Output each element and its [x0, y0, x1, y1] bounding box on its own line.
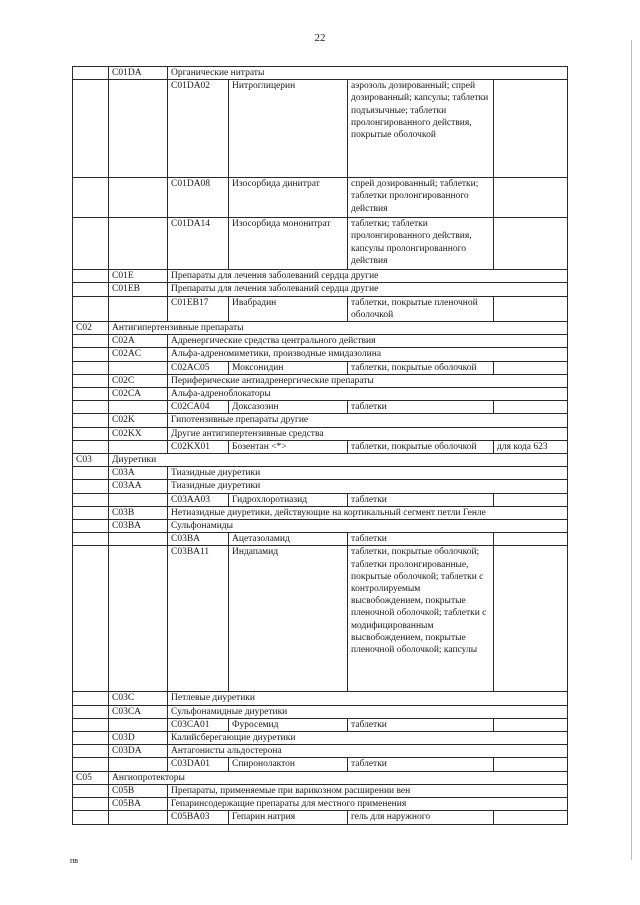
- atc-code: C02CA: [109, 388, 168, 401]
- atc-code: C03CA: [109, 705, 168, 718]
- atc-group-name: Органические нитраты: [168, 67, 568, 80]
- drug-name: Изосорбида динитрат: [229, 178, 348, 218]
- table-row: [73, 270, 568, 283]
- atc-group-name: Диуретики: [109, 454, 568, 467]
- drug-name: Нитроглицерин: [229, 80, 348, 178]
- empty-cell: [73, 414, 109, 427]
- table-row: [73, 692, 568, 705]
- margin-mark: пв: [70, 856, 79, 865]
- empty-cell: [109, 296, 168, 321]
- atc-code: C05BA: [109, 798, 168, 811]
- drug-name: Доксазозин: [229, 401, 348, 414]
- empty-cell: [73, 218, 109, 270]
- table-row: [73, 493, 568, 506]
- table-row: [73, 533, 568, 546]
- table-row: [73, 520, 568, 533]
- drug-name: Изосорбида мононитрат: [229, 218, 348, 270]
- atc-code: C03DA: [109, 745, 168, 758]
- note: [494, 218, 568, 270]
- atc-code: C02AC05: [168, 361, 229, 374]
- drug-name: Гидрохлоротиазид: [229, 493, 348, 506]
- dosage-form: таблетки: [348, 493, 494, 506]
- table-row: [73, 335, 568, 348]
- atc-code: C01DA14: [168, 218, 229, 270]
- dosage-form: гель для наружного: [348, 811, 494, 824]
- note: [494, 493, 568, 506]
- empty-cell: [73, 401, 109, 414]
- table-row: [73, 758, 568, 771]
- atc-group-name: Альфа-адреномиметики, производные имидазолина: [168, 348, 568, 361]
- table-row: [73, 732, 568, 745]
- atc-group-name: Петлевые диуретики: [168, 692, 568, 705]
- table-row: [73, 427, 568, 440]
- table-row: [73, 745, 568, 758]
- empty-cell: [73, 388, 109, 401]
- empty-cell: [109, 533, 168, 546]
- table-row: [73, 718, 568, 731]
- scan-edge-line: [631, 40, 632, 860]
- atc-code: C03AA: [109, 480, 168, 493]
- drug-name: Индапамид: [229, 546, 348, 692]
- empty-cell: [73, 533, 109, 546]
- table-row: [73, 374, 568, 387]
- note: [494, 178, 568, 218]
- table-row: [73, 80, 568, 178]
- page-number: 22: [314, 32, 326, 44]
- atc-drug-table: [72, 66, 568, 825]
- table-row: [73, 506, 568, 519]
- drug-name: Ивабрадин: [229, 296, 348, 321]
- atc-code: C03BA11: [168, 546, 229, 692]
- empty-cell: [73, 506, 109, 519]
- atc-code: C01DA08: [168, 178, 229, 218]
- table-row: [73, 401, 568, 414]
- atc-group-name: Препараты для лечения заболеваний сердца другие: [168, 270, 568, 283]
- empty-cell: [73, 67, 109, 80]
- table-row: [73, 454, 568, 467]
- atc-code: C03CA01: [168, 718, 229, 731]
- note: [494, 533, 568, 546]
- table-row: [73, 414, 568, 427]
- empty-cell: [73, 178, 109, 218]
- empty-cell: [73, 480, 109, 493]
- empty-cell: [73, 374, 109, 387]
- drug-name: Ацетазоламид: [229, 533, 348, 546]
- empty-cell: [109, 178, 168, 218]
- empty-cell: [73, 811, 109, 824]
- dosage-form: таблетки, покрытые оболочкой; таблетки пролонгированные, покрытые оболочкой; таблетки с контролируемым высвобождением, покрытые пленочной оболочкой; таблетки с модифицированным высвобождением, покрытые пленочной оболочкой; капсулы: [348, 546, 494, 692]
- dosage-form: таблетки: [348, 758, 494, 771]
- atc-code: C05BA03: [168, 811, 229, 824]
- empty-cell: [73, 546, 109, 692]
- atc-group-name: Другие антигипертензивные средства: [168, 427, 568, 440]
- empty-cell: [73, 798, 109, 811]
- empty-cell: [73, 348, 109, 361]
- empty-cell: [73, 718, 109, 731]
- atc-code: C01DA: [109, 67, 168, 80]
- atc-group-name: Сульфонамиды: [168, 520, 568, 533]
- table-row: [73, 798, 568, 811]
- table-row: [73, 348, 568, 361]
- table-row: [73, 218, 568, 270]
- atc-code: C02KX: [109, 427, 168, 440]
- atc-code: C01E: [109, 270, 168, 283]
- empty-cell: [73, 467, 109, 480]
- atc-code: C01DA02: [168, 80, 229, 178]
- note: [494, 296, 568, 321]
- empty-cell: [73, 758, 109, 771]
- atc-code: C02K: [109, 414, 168, 427]
- dosage-form: спрей дозированный; таблетки; таблетки пролонгированного действия: [348, 178, 494, 218]
- atc-group-name: Альфа-адреноблокаторы: [168, 388, 568, 401]
- atc-group-name: Адренергические средства центрального действия: [168, 335, 568, 348]
- dosage-form: таблетки, покрытые оболочкой: [348, 440, 494, 453]
- atc-group-name: Антагонисты альдостерона: [168, 745, 568, 758]
- table-row: [73, 322, 568, 335]
- dosage-form: таблетки: [348, 718, 494, 731]
- atc-code-level2: C05: [73, 771, 109, 784]
- table-row: [73, 784, 568, 797]
- dosage-form: таблетки; таблетки пролонгированного действия, капсулы пролонгированного действия: [348, 218, 494, 270]
- empty-cell: [73, 732, 109, 745]
- table-row: [73, 705, 568, 718]
- note: [494, 718, 568, 731]
- note: [494, 758, 568, 771]
- atc-group-name: Калийсберегающие диуретики: [168, 732, 568, 745]
- empty-cell: [109, 758, 168, 771]
- table-row: [73, 771, 568, 784]
- empty-cell: [73, 784, 109, 797]
- atc-code: C03D: [109, 732, 168, 745]
- dosage-form: таблетки, покрытые оболочкой: [348, 361, 494, 374]
- atc-code: C02AC: [109, 348, 168, 361]
- table-row: [73, 440, 568, 453]
- empty-cell: [109, 440, 168, 453]
- atc-code: C02KX01: [168, 440, 229, 453]
- table-row: [73, 296, 568, 321]
- empty-cell: [73, 427, 109, 440]
- empty-cell: [73, 80, 109, 178]
- table-row: [73, 546, 568, 692]
- note: [494, 80, 568, 178]
- empty-cell: [109, 218, 168, 270]
- drug-name: Спиронолактон: [229, 758, 348, 771]
- empty-cell: [73, 335, 109, 348]
- empty-cell: [109, 361, 168, 374]
- atc-code-level2: C02: [73, 322, 109, 335]
- atc-group-name: Тиазидные диуретики: [168, 480, 568, 493]
- atc-code: C02A: [109, 335, 168, 348]
- empty-cell: [109, 493, 168, 506]
- empty-cell: [73, 493, 109, 506]
- table-row: [73, 67, 568, 80]
- atc-code: C05B: [109, 784, 168, 797]
- atc-code: C03C: [109, 692, 168, 705]
- note: для кода 623: [494, 440, 568, 453]
- atc-group-name: Препараты для лечения заболеваний сердца другие: [168, 283, 568, 296]
- table-row: [73, 467, 568, 480]
- note: [494, 811, 568, 824]
- table-row: [73, 388, 568, 401]
- empty-cell: [73, 705, 109, 718]
- atc-group-name: Антигипертензивные препараты: [109, 322, 568, 335]
- empty-cell: [109, 80, 168, 178]
- note: [494, 546, 568, 692]
- atc-group-name: Нетиазидные диуретики, действующие на кортикальный сегмент петли Генле: [168, 506, 568, 519]
- table-row: [73, 811, 568, 824]
- atc-code: C02CA04: [168, 401, 229, 414]
- atc-code: C01EB17: [168, 296, 229, 321]
- empty-cell: [109, 546, 168, 692]
- empty-cell: [109, 401, 168, 414]
- empty-cell: [73, 296, 109, 321]
- atc-group-name: Периферические антиадренергические препараты: [168, 374, 568, 387]
- note: [494, 401, 568, 414]
- empty-cell: [73, 520, 109, 533]
- atc-group-name: Гипотензивные препараты другие: [168, 414, 568, 427]
- dosage-form: таблетки, покрытые пленочной оболочкой: [348, 296, 494, 321]
- dosage-form: аэрозоль дозированный; спрей дозированный; капсулы; таблетки подъязычные; таблетки пролонгированного действия, покрытые оболочкой: [348, 80, 494, 178]
- empty-cell: [109, 811, 168, 824]
- atc-code: C03BA: [109, 520, 168, 533]
- atc-group-name: Ангиопротекторы: [109, 771, 568, 784]
- atc-code-level2: C03: [73, 454, 109, 467]
- table-row: [73, 480, 568, 493]
- empty-cell: [73, 692, 109, 705]
- atc-code: C03BA: [168, 533, 229, 546]
- atc-code: C03AA03: [168, 493, 229, 506]
- empty-cell: [109, 718, 168, 731]
- dosage-form: таблетки: [348, 533, 494, 546]
- note: [494, 361, 568, 374]
- atc-code: C03A: [109, 467, 168, 480]
- atc-code: C02C: [109, 374, 168, 387]
- atc-code: C03DA01: [168, 758, 229, 771]
- empty-cell: [73, 361, 109, 374]
- table-row: [73, 283, 568, 296]
- table-row: [73, 361, 568, 374]
- drug-name: Бозентан <*>: [229, 440, 348, 453]
- empty-cell: [73, 440, 109, 453]
- atc-group-name: Гепаринсодержащие препараты для местного применения: [168, 798, 568, 811]
- empty-cell: [73, 745, 109, 758]
- atc-group-name: Препараты, применяемые при варикозном расширении вен: [168, 784, 568, 797]
- drug-name: Моксонидин: [229, 361, 348, 374]
- atc-code: C01EB: [109, 283, 168, 296]
- atc-group-name: Сульфонамидные диуретики: [168, 705, 568, 718]
- empty-cell: [73, 283, 109, 296]
- atc-code: C03B: [109, 506, 168, 519]
- atc-group-name: Тиазидные диуретики: [168, 467, 568, 480]
- drug-name: Гепарин натрия: [229, 811, 348, 824]
- table-row: [73, 178, 568, 218]
- dosage-form: таблетки: [348, 401, 494, 414]
- drug-name: Фуросемид: [229, 718, 348, 731]
- empty-cell: [73, 270, 109, 283]
